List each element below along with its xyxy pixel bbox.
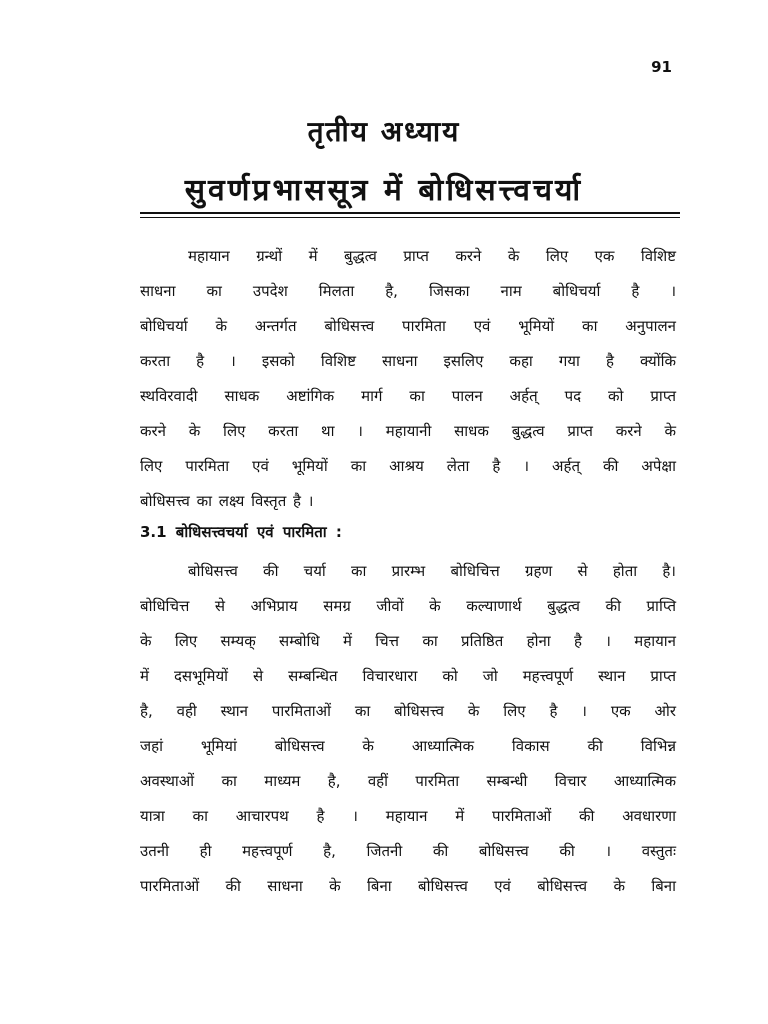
paragraph-line: के लिए सम्यक् सम्बोधि में चित्त का प्रतिष्ठित होना है । महायान	[140, 632, 676, 650]
paragraph-2	[140, 554, 676, 904]
paragraph-line: महायान ग्रन्थों में बुद्धत्व प्राप्त करने के लिए एक विशिष्ट	[188, 247, 676, 265]
paragraph-line: पारमिताओं की साधना के बिना बोधिसत्त्व एवं बोधिसत्त्व के बिना	[140, 877, 676, 895]
title-rule-thick	[140, 212, 680, 214]
paragraph-line: बोधिसत्त्व की चर्या का प्रारम्भ बोधिचित्त ग्रहण से होता है।	[188, 562, 676, 580]
chapter-heading: तृतीय अध्याय	[307, 115, 461, 148]
page-number: 91	[651, 58, 672, 76]
chapter-title: सुवर्णप्रभाससूत्र में बोधिसत्त्वचर्या	[184, 173, 584, 208]
title-rule-thin	[140, 217, 680, 218]
paragraph-line: करता है । इसको विशिष्ट साधना इसलिए कहा गया है क्योंकि	[140, 352, 676, 370]
paragraph-line: है, वही स्थान पारमिताओं का बोधिसत्त्व के लिए है । एक ओर	[140, 702, 676, 720]
paragraph-line: यात्रा का आचारपथ है । महायान में पारमिताओं की अवधारणा	[140, 807, 676, 825]
paragraph-line: साधना का उपदेश मिलता है, जिसका नाम बोधिचर्या है ।	[140, 282, 676, 300]
paragraph-line: बोधिचर्या के अन्तर्गत बोधिसत्त्व पारमिता एवं भूमियों का अनुपालन	[140, 317, 676, 335]
paragraph-line: बोधिसत्त्व का लक्ष्य विस्तृत है ।	[140, 492, 314, 510]
paragraph-line: स्थविरवादी साधक अष्टांगिक मार्ग का पालन अर्हत् पद को प्राप्त	[140, 387, 676, 405]
paragraph-line: लिए पारमिता एवं भूमियों का आश्रय लेता है । अर्हत् की अपेक्षा	[140, 457, 676, 475]
paragraph-line: अवस्थाओं का माध्यम है, वहीं पारमिता सम्बन्धी विचार आध्यात्मिक	[140, 772, 676, 790]
paragraph-line: बोधिचित्त से अभिप्राय समग्र जीवों के कल्याणार्थ बुद्धत्व की प्राप्ति	[140, 597, 676, 615]
paragraph-line: करने के लिए करता था । महायानी साधक बुद्धत्व प्राप्त करने के	[140, 422, 676, 440]
paragraph-line: जहां भूमियां बोधिसत्त्व के आध्यात्मिक विकास की विभिन्न	[140, 737, 676, 755]
paragraph-1	[140, 239, 676, 519]
section-heading: 3.1 बोधिसत्त्वचर्या एवं पारमिता :	[140, 523, 342, 541]
paragraph-line: में दसभूमियों से सम्बन्धित विचारधारा को जो महत्त्वपूर्ण स्थान प्राप्त	[140, 667, 676, 685]
paragraph-line: उतनी ही महत्त्वपूर्ण है, जितनी की बोधिसत्त्व की । वस्तुतः	[140, 842, 676, 860]
